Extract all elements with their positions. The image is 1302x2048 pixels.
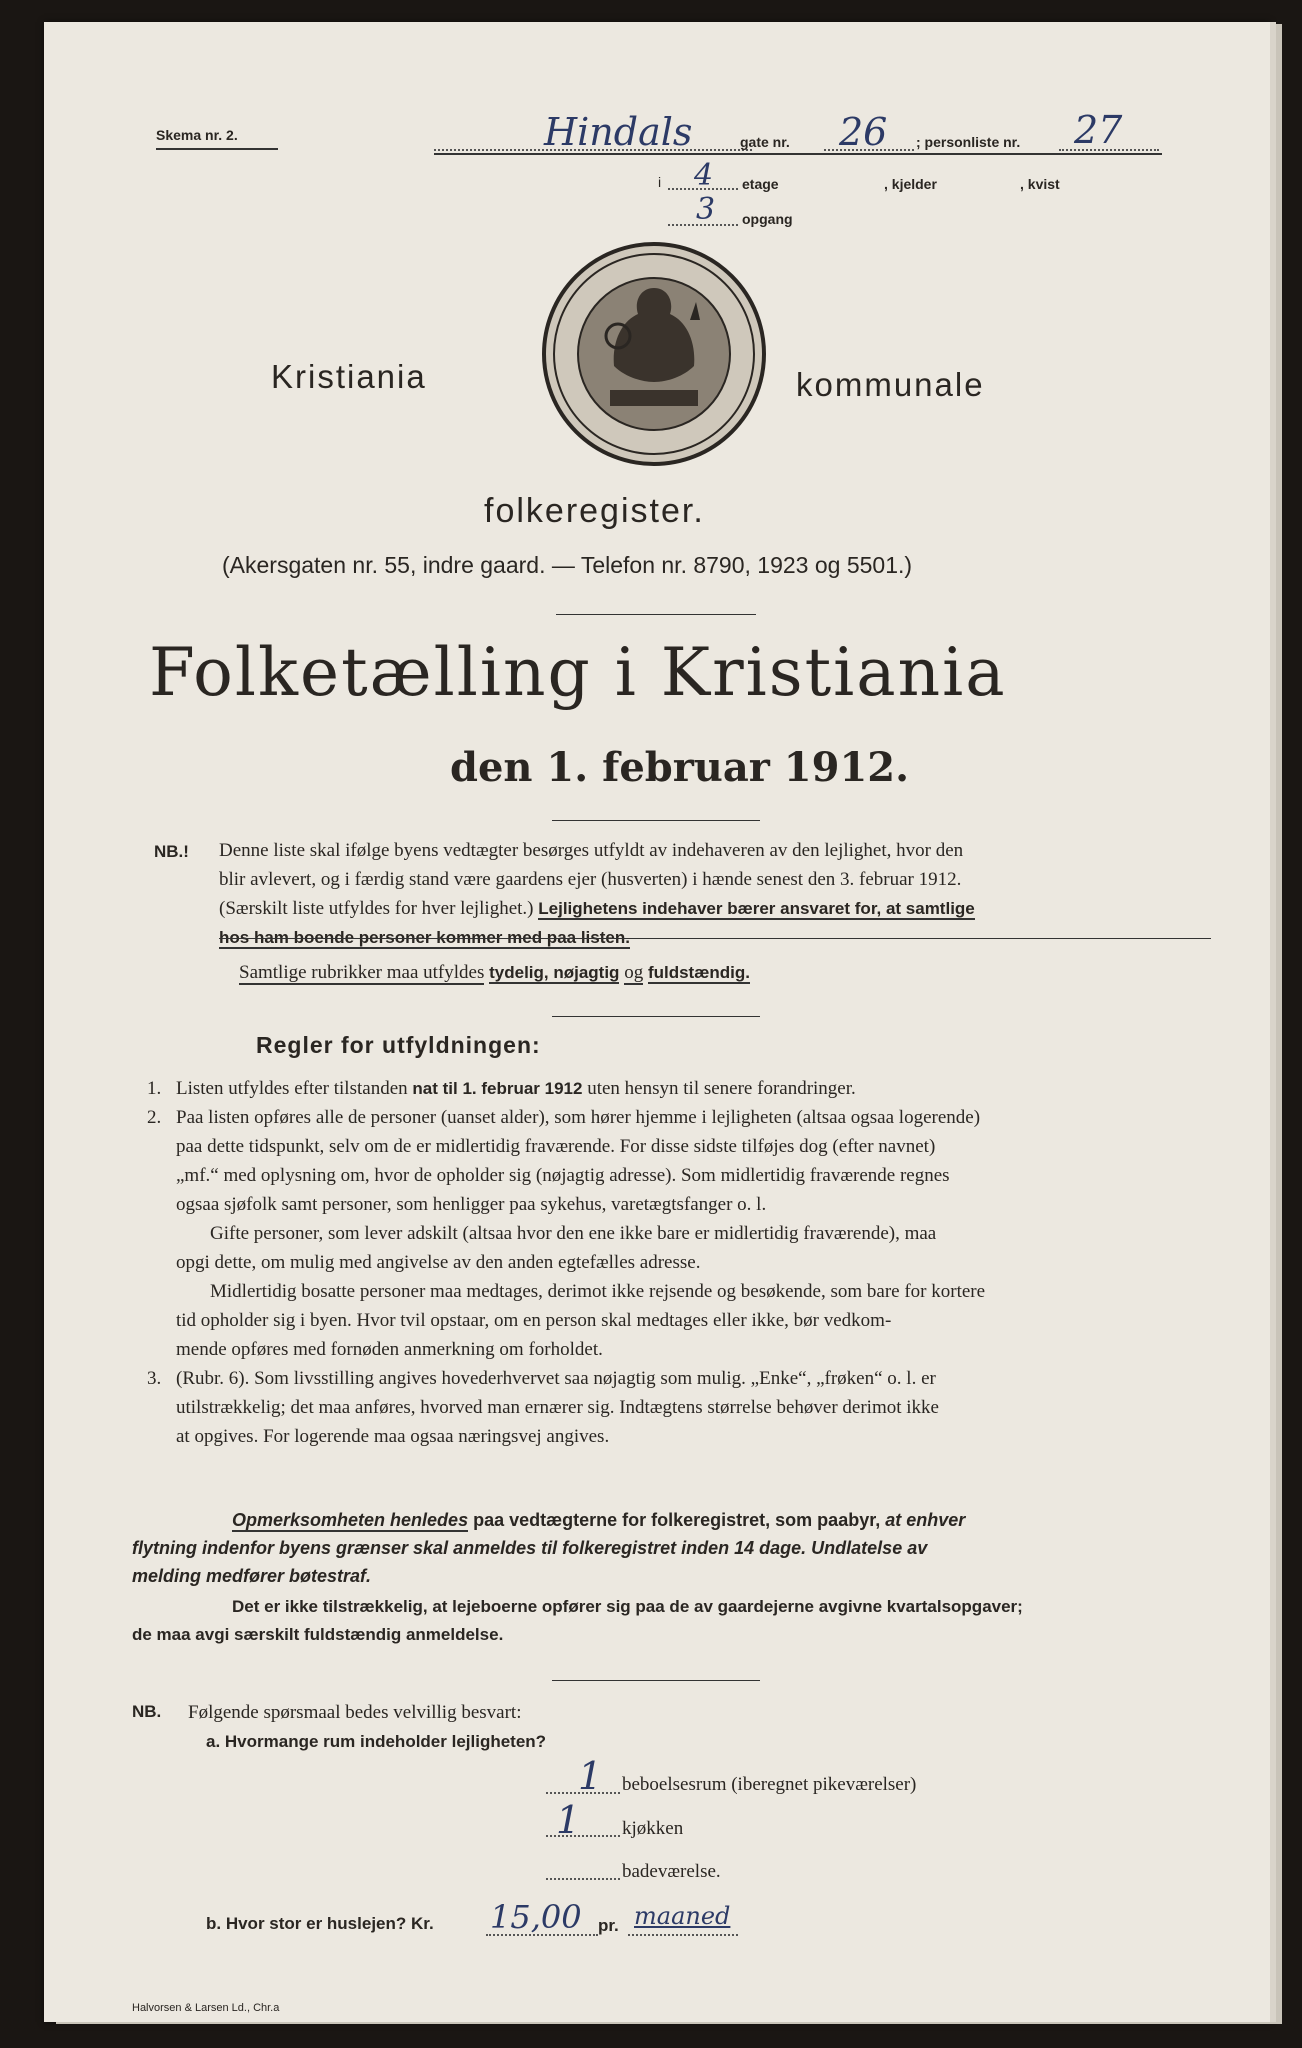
notice-line-4: Det er ikke tilstrækkelig, at lejeboerne opfører sig paa de av gaardejerne avgivne kvartalsopgaver;: [232, 1597, 1023, 1616]
rule-2-number: 2.: [147, 1107, 162, 1128]
basement-label: , kjelder: [884, 176, 937, 192]
nb-line-3: [219, 894, 975, 923]
rule-2-line-4: ogsaa sjøfolk samt personer, som henligger paa sykehus, varetægtsfanger o. l.: [176, 1194, 767, 1215]
nb-line-5-emphasis-1: tydelig, nøjagtig: [489, 963, 620, 982]
heading-folkeregister: folkeregister.: [484, 492, 705, 530]
floor-label: etage: [742, 176, 779, 192]
rule-1-text-c: uten hensyn til senere forandringer.: [582, 1078, 856, 1099]
divider-1: [556, 614, 756, 615]
rule-2-line-5: Gifte personer, som lever adskilt (altsaa hvor den ene ikke bare er midlertidig fraværende), maa: [210, 1223, 937, 1244]
document-sheet: [44, 22, 1270, 2022]
nb-line-3-emphasis: Lejlighetens indehaver bærer ansvaret for, at samtlige: [538, 899, 975, 918]
rent-per-label: pr.: [598, 1916, 619, 1935]
question-b: b. Hvor stor er huslejen? Kr.: [206, 1914, 434, 1933]
kristiania-seal-icon: [540, 240, 768, 473]
notice-line-1: [232, 1510, 965, 1531]
street-label: gate nr.: [740, 134, 790, 150]
rooms-label: beboelsesrum (iberegnet pikeværelser): [622, 1774, 917, 1795]
nb-line-5-text: Samtlige rubrikker maa utfyldes: [239, 962, 485, 983]
notice-line-1-tail: at enhver: [885, 1510, 966, 1530]
schema-underline: [156, 148, 278, 150]
rule-2-line-1: Paa listen opføres alle de personer (uanset alder), som hører hjemme i lejligheten (altsaa ogsaa logerende): [176, 1107, 981, 1128]
floor-prefix: i: [658, 174, 662, 190]
entrance-label: opgang: [742, 211, 793, 227]
rule-1-text-a: Listen utfyldes efter tilstanden: [176, 1078, 413, 1099]
main-subtitle: den 1. februar 1912.: [450, 744, 910, 791]
floor-value: 4: [694, 158, 714, 193]
nb-label: NB.!: [154, 842, 189, 861]
printer-imprint: Halvorsen & Larsen Ld., Chr.a: [132, 2002, 280, 2014]
nb-line-4-emphasis: hos ham boende personer kommer med paa listen.: [219, 928, 630, 947]
nb-line-3-text: (Særskilt liste utfyldes for hver lejlighet.): [219, 898, 539, 919]
street-number-value: 26: [839, 110, 888, 154]
rule-3-line-3: at opgives. For logerende maa ogsaa næringsvej angives.: [176, 1426, 610, 1447]
rule-2-line-3: „mf.“ med oplysning om, hvor de opholder sig (nøjagtig adresse). Som midlertidig fraværende regnes: [176, 1165, 950, 1186]
rooms-value: 1: [578, 1754, 603, 1798]
kitchen-value: 1: [556, 1798, 581, 1842]
rule-1-number: 1.: [147, 1078, 162, 1099]
rule-2-line-2: paa dette tidspunkt, selv om de er midlertidig fraværende. For disse sidste tilføjes dog (efter navnet): [176, 1136, 936, 1157]
notice-line-5: de maa avgi særskilt fuldstændig anmeldelse.: [132, 1625, 504, 1644]
rent-value: 15,00: [490, 1898, 582, 1936]
rule-1-line-1: [176, 1074, 856, 1103]
heading-kommunale: kommunale: [796, 366, 985, 403]
notice-line-2: flytning indenfor byens grænser skal anmeldes til folkeregistret inden 14 dage. Undlatelse av: [132, 1538, 928, 1558]
rule-2-line-9: mende opføres med fornøden anmerkning om forholdet.: [176, 1339, 603, 1360]
rule-3-line-2: utilstrækkelig; det maa anføres, hvorved man ernærer sig. Indtægtens størrelse behøver derimot ikke: [176, 1397, 939, 1418]
question-a: a. Hvormange rum indeholder lejligheten?: [206, 1732, 547, 1751]
entrance-value: 3: [696, 192, 716, 227]
street-name-value: Hindals: [544, 110, 693, 154]
rent-period-value: maaned: [634, 1902, 731, 1930]
rule-3-line-1: (Rubr. 6). Som livsstilling angives hovederhvervet saa nøjagtig som mulig. „Enke“, „frøken“ o. l. er: [176, 1368, 936, 1389]
bathroom-line: [546, 1878, 620, 1880]
header-underline: [434, 153, 1162, 155]
nb-line-1: Denne liste skal ifølge byens vedtægter besørges utfyldt av indehaveren av den lejlighet, hvor den: [219, 840, 964, 861]
rule-2-line-6: opgi dette, om mulig med angivelse av den anden egtefælles adresse.: [176, 1252, 701, 1273]
nb-line-2: blir avlevert, og i færdig stand være gaardens ejer (husverten) i hænde senest den 3. februar 1912.: [219, 869, 962, 890]
rule-3-number: 3.: [147, 1368, 162, 1389]
rule-2-line-8: tid opholder sig i byen. Hvor tvil opstaar, om en person skal medtages eller ikke, bør vedkom-: [176, 1310, 892, 1331]
notice-attention: Opmerksomheten henledes: [232, 1510, 469, 1530]
attic-label: , kvist: [1020, 176, 1060, 192]
kitchen-label: kjøkken: [622, 1818, 684, 1839]
nb-line-5: [239, 958, 750, 987]
office-address: (Akersgaten nr. 55, indre gaard. — Telefon nr. 8790, 1923 og 5501.): [222, 552, 913, 578]
schema-label: Skema nr. 2.: [156, 127, 238, 143]
rule-2-line-7: Midlertidig bosatte personer maa medtages, derimot ikke rejsende og besøkende, som bare for kortere: [210, 1281, 986, 1302]
nb-line-5-and: og: [624, 962, 644, 983]
person-list-label: ; personliste nr.: [916, 134, 1021, 150]
questions-nb-label: NB.: [132, 1702, 162, 1721]
nb-line-5-emphasis-2: fuldstændig.: [647, 963, 750, 982]
main-title: Folketælling i Kristiania: [149, 634, 1007, 711]
questions-intro: Følgende spørsmaal bedes velvillig besvart:: [188, 1702, 522, 1723]
bathroom-label: badeværelse.: [622, 1861, 721, 1882]
divider-3: [552, 1016, 760, 1017]
nb-underline: [219, 938, 1211, 939]
rule-1-emphasis: nat til 1. februar 1912: [412, 1079, 583, 1098]
notice-line-1-rest: paa vedtægterne for folkeregistret, som paabyr,: [473, 1510, 881, 1530]
rent-period-line: [628, 1934, 738, 1936]
heading-kristiania: Kristiania: [271, 358, 427, 395]
person-list-value: 27: [1074, 108, 1123, 152]
notice-line-3: melding medfører bøtestraf.: [132, 1566, 372, 1586]
rules-heading: Regler for utfyldningen:: [256, 1032, 541, 1058]
divider-2: [552, 820, 760, 821]
divider-4: [552, 1680, 760, 1681]
